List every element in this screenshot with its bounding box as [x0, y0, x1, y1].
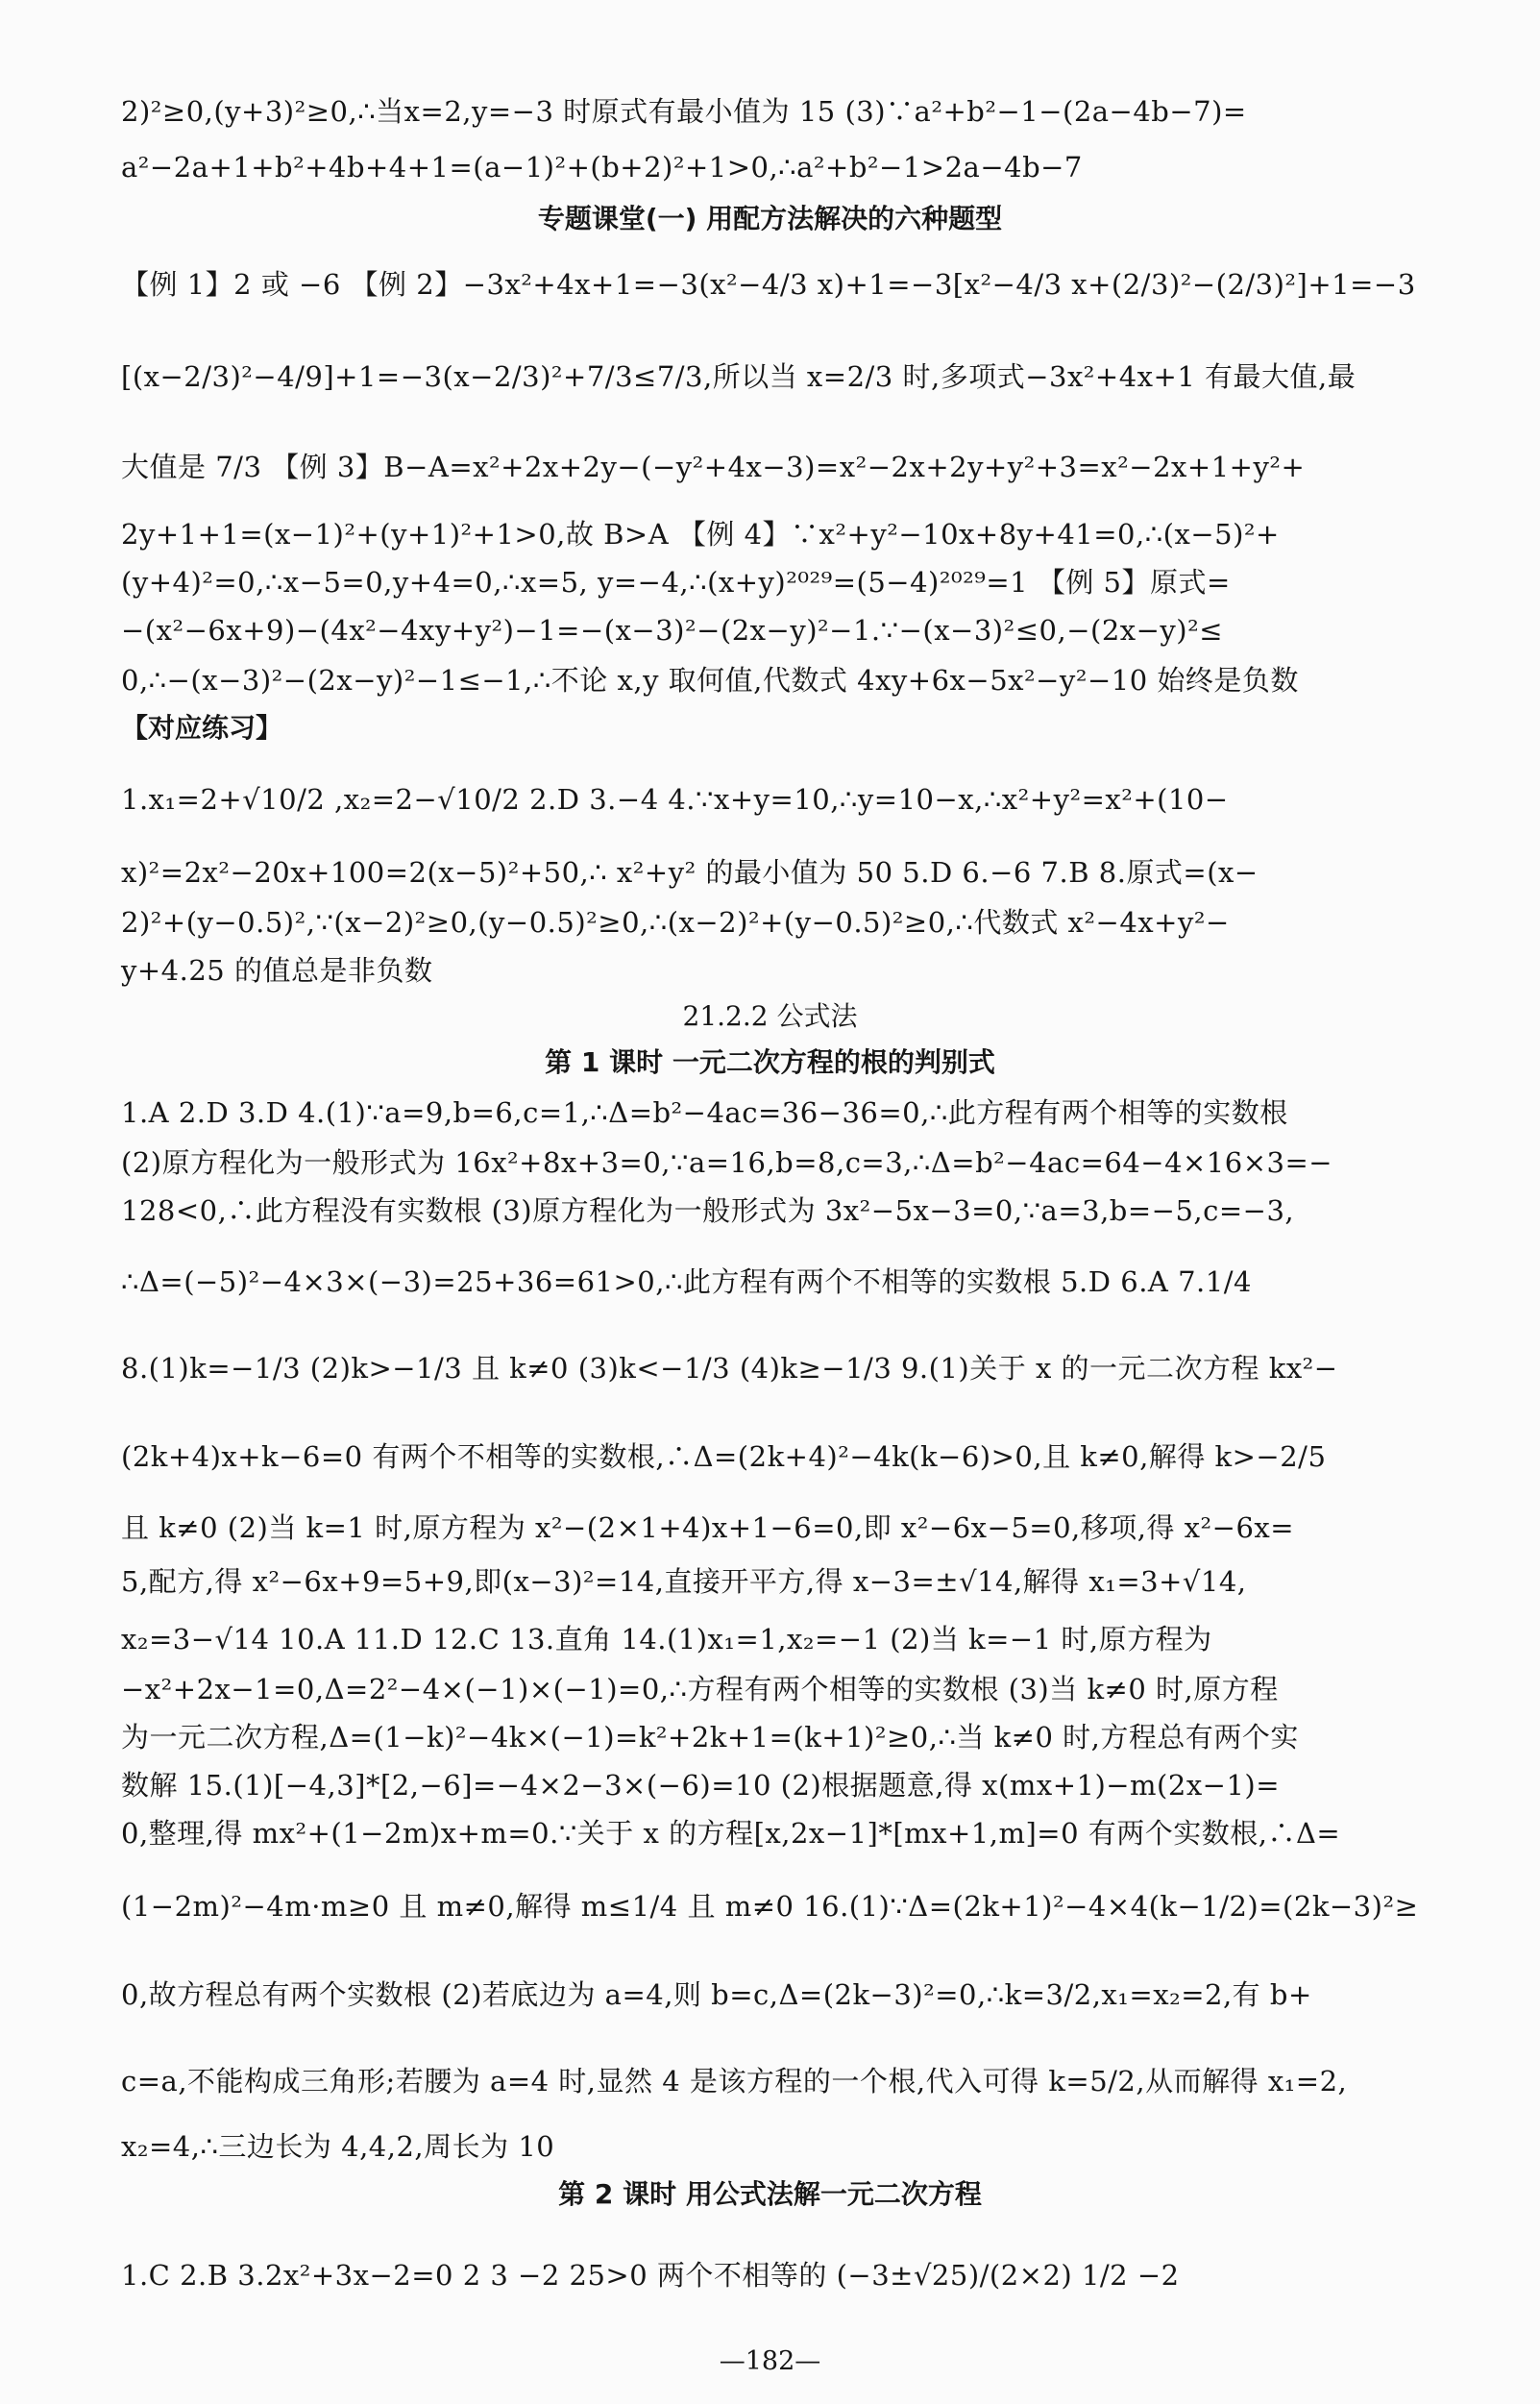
text-line: (2)原方程化为一般形式为 16x²+8x+3=0,∵a=16,b=8,c=3,∴Δ=b²−4ac=64−4×16×3=−: [121, 1146, 1333, 1179]
text-line: (2k+4)x+k−6=0 有两个不相等的实数根,∴Δ=(2k+4)²−4k(k−6)>0,且 k≠0,解得 k>−2/5: [121, 1440, 1327, 1473]
lesson-title: 第 1 课时 一元二次方程的根的判别式: [545, 1046, 995, 1078]
text-line: a²−2a+1+b²+4b+4+1=(a−1)²+(b+2)²+1>0,∴a²+b²−1>2a−4b−7: [121, 151, 1083, 184]
text-line: x₂=3−√14 10.A 11.D 12.C 13.直角 14.(1)x₁=1,x₂=−1 (2)当 k=−1 时,原方程为: [121, 1623, 1212, 1656]
section-title: 专题课堂(一) 用配方法解决的六种题型: [537, 203, 1003, 234]
text-line: 且 k≠0 (2)当 k=1 时,原方程为 x²−(2×1+4)x+1−6=0,即 x²−6x−5=0,移项,得 x²−6x=: [121, 1511, 1295, 1544]
text-line: 128<0,∴此方程没有实数根 (3)原方程化为一般形式为 3x²−5x−3=0,∵a=3,b=−5,c=−3,: [121, 1194, 1295, 1227]
text-line: (y+4)²=0,∴x−5=0,y+4=0,∴x=5, y=−4,∴(x+y)²⁰²⁹=(5−4)²⁰²⁹=1 【例 5】原式=: [121, 566, 1231, 599]
text-line: x)²=2x²−20x+100=2(x−5)²+50,∴ x²+y² 的最小值为 50 5.D 6.−6 7.B 8.原式=(x−: [121, 856, 1259, 889]
text-line: 【例 1】2 或 −6 【例 2】−3x²+4x+1=−3(x²−4/3 x)+1=−3[x²−4/3 x+(2/3)²−(2/3)²]+1=−3: [121, 268, 1416, 301]
text-line: 为一元二次方程,Δ=(1−k)²−4k×(−1)=k²+2k+1=(k+1)²≥0,∴当 k≠0 时,方程总有两个实: [121, 1721, 1299, 1754]
text-line: 数解 15.(1)[−4,3]*[2,−6]=−4×2−3×(−6)=10 (2)根据题意,得 x(mx+1)−m(2x−1)=: [121, 1769, 1281, 1802]
text-line: 0,∴−(x−3)²−(2x−y)²−1≤−1,∴不论 x,y 取何值,代数式 4xy+6x−5x²−y²−10 始终是负数: [121, 664, 1299, 697]
text-line: ∴Δ=(−5)²−4×3×(−3)=25+36=61>0,∴此方程有两个不相等的实数根 5.D 6.A 7.1/4: [121, 1265, 1252, 1298]
text-line: 0,整理,得 mx²+(1−2m)x+m=0.∵关于 x 的方程[x,2x−1]*[mx+1,m]=0 有两个实数根,∴Δ=: [121, 1817, 1341, 1850]
subsection-title: 21.2.2 公式法: [682, 1000, 858, 1032]
practice-label: 【对应练习】: [121, 712, 283, 744]
page-number: —182—: [719, 2346, 821, 2376]
text-line: 2)²≥0,(y+3)²≥0,∴当x=2,y=−3 时原式有最小值为 15 (3)∵a²+b²−1−(2a−4b−7)=: [121, 95, 1247, 128]
text-line: x₂=4,∴三边长为 4,4,2,周长为 10: [121, 2130, 555, 2163]
text-line: y+4.25 的值总是非负数: [121, 954, 433, 987]
text-line: 1.x₁=2+√10/2 ,x₂=2−√10/2 2.D 3.−4 4.∵x+y=10,∴y=10−x,∴x²+y²=x²+(10−: [121, 783, 1229, 816]
text-line: 大值是 7/3 【例 3】B−A=x²+2x+2y−(−y²+4x−3)=x²−2x+2y+y²+3=x²−2x+1+y²+: [121, 451, 1306, 483]
text-line: 5,配方,得 x²−6x+9=5+9,即(x−3)²=14,直接开平方,得 x−3=±√14,解得 x₁=3+√14,: [121, 1565, 1247, 1598]
text-line: 1.A 2.D 3.D 4.(1)∵a=9,b=6,c=1,∴Δ=b²−4ac=36−36=0,∴此方程有两个相等的实数根: [121, 1096, 1288, 1129]
text-line: c=a,不能构成三角形;若腰为 a=4 时,显然 4 是该方程的一个根,代入可得 k=5/2,从而解得 x₁=2,: [121, 2065, 1348, 2097]
text-line: 2y+1+1=(x−1)²+(y+1)²+1>0,故 B>A 【例 4】∵x²+y²−10x+8y+41=0,∴(x−5)²+: [121, 518, 1280, 551]
text-line: 1.C 2.B 3.2x²+3x−2=0 2 3 −2 25>0 两个不相等的 (−3±√25)/(2×2) 1/2 −2: [121, 2259, 1180, 2292]
text-line: 0,故方程总有两个实数根 (2)若底边为 a=4,则 b=c,Δ=(2k−3)²=0,∴k=3/2,x₁=x₂=2,有 b+: [121, 1978, 1312, 2011]
text-line: 2)²+(y−0.5)²,∵(x−2)²≥0,(y−0.5)²≥0,∴(x−2)²+(y−0.5)²≥0,∴代数式 x²−4x+y²−: [121, 906, 1230, 939]
text-line: −x²+2x−1=0,Δ=2²−4×(−1)×(−1)=0,∴方程有两个相等的实数根 (3)当 k≠0 时,原方程: [121, 1673, 1279, 1705]
text-line: (1−2m)²−4m·m≥0 且 m≠0,解得 m≤1/4 且 m≠0 16.(1)∵Δ=(2k+1)²−4×4(k−1/2)=(2k−3)²≥: [121, 1890, 1419, 1923]
lesson-title: 第 2 课时 用公式法解一元二次方程: [558, 2178, 982, 2210]
text-line: 8.(1)k=−1/3 (2)k>−1/3 且 k≠0 (3)k<−1/3 (4)k≥−1/3 9.(1)关于 x 的一元二次方程 kx²−: [121, 1352, 1338, 1385]
text-line: −(x²−6x+9)−(4x²−4xy+y²)−1=−(x−3)²−(2x−y)²−1.∵−(x−3)²≤0,−(2x−y)²≤: [121, 614, 1224, 647]
text-line: [(x−2/3)²−4/9]+1=−3(x−2/3)²+7/3≤7/3,所以当 x=2/3 时,多项式−3x²+4x+1 有最大值,最: [121, 360, 1357, 393]
